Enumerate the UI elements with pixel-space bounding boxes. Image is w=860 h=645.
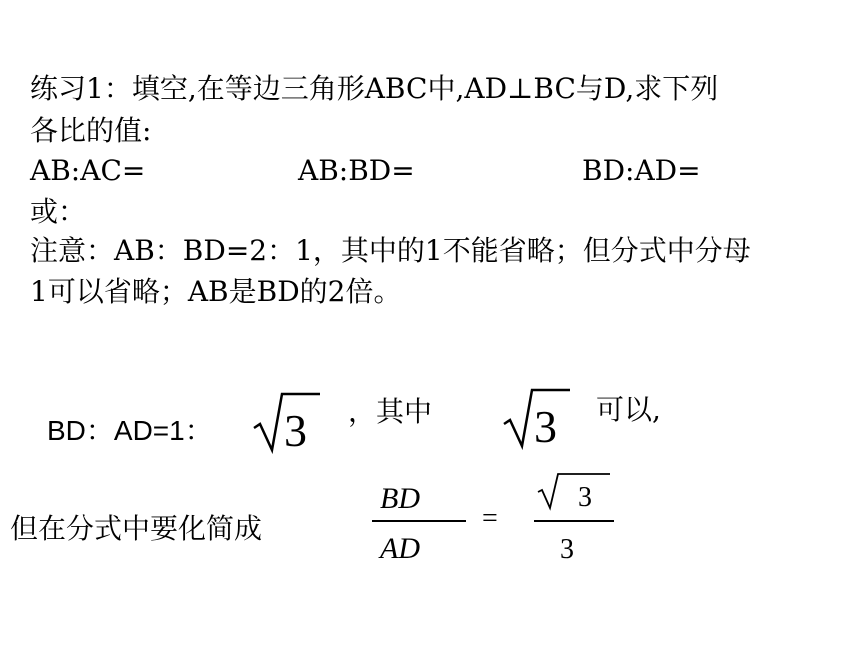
exercise-title: 练习1：填空,在等边三角形ABC中,AD⊥BC与D,求下列 bbox=[30, 72, 719, 105]
ratio-ab-ac: AB:AC= bbox=[30, 154, 146, 187]
or-label: 或： bbox=[30, 195, 87, 228]
sqrt-three-second bbox=[502, 384, 572, 454]
note-line-2: 1可以省略；AB是BD的2倍。 bbox=[30, 275, 402, 308]
fraction-sqrt3-over-3 bbox=[532, 470, 622, 574]
sqrt-radicand: 3 bbox=[534, 401, 557, 452]
but-text: 但在分式中要化简成 bbox=[10, 512, 263, 545]
ratio-bd-ad: BD:AD= bbox=[582, 154, 701, 187]
note-line-1: 注意：AB：BD=2：1，其中的1不能省略；但分式中分母 bbox=[30, 234, 751, 267]
fraction-numerator: BD bbox=[380, 482, 420, 515]
fraction-numerator-radicand: 3 bbox=[578, 482, 592, 513]
fraction-denominator: AD bbox=[380, 532, 420, 565]
fraction-bd-over-ad bbox=[370, 478, 470, 572]
bd-ad-ratio: BD：AD=1： bbox=[47, 415, 213, 446]
among-text: ，其中 bbox=[348, 395, 433, 428]
fraction-denominator: 3 bbox=[560, 534, 574, 565]
can-text: 可以, bbox=[596, 393, 661, 426]
ratio-ab-bd: AB:BD= bbox=[298, 154, 415, 187]
exercise-subtitle: 各比的值: bbox=[30, 114, 152, 147]
sqrt-radicand: 3 bbox=[284, 405, 307, 456]
equals-sign: = bbox=[482, 503, 498, 534]
sqrt-three-first bbox=[252, 388, 322, 458]
